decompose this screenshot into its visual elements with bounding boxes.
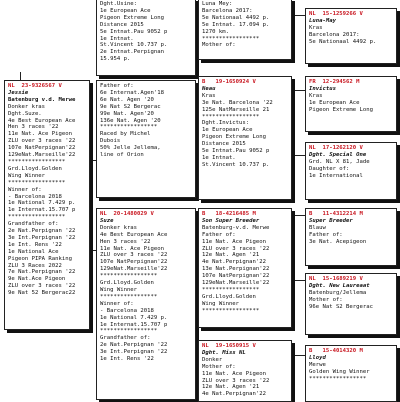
ring-number: B 11-4312214 M bbox=[309, 211, 363, 217]
card-line: Pigeon Extreme Long bbox=[100, 14, 164, 21]
card-line: Father of: bbox=[100, 83, 134, 89]
card-line: 3e Nat. Barcelona '22 bbox=[202, 99, 273, 106]
card-line: 11e Nat. Ace Pigeon bbox=[202, 370, 266, 377]
card-line: Grd. NL X 81, Jade bbox=[309, 158, 370, 165]
card-line: 50% Jelle Jellema, bbox=[100, 145, 161, 152]
card-line: Wing Winner bbox=[8, 172, 46, 179]
card-line: - Barcelona 2018 bbox=[100, 307, 154, 314]
card-line: ***************** bbox=[8, 179, 66, 186]
card-line: 107e NatPerpignan'22 bbox=[100, 259, 168, 266]
card-line: Donker kras bbox=[8, 103, 46, 110]
card-line: 1e Intnat. bbox=[202, 154, 236, 161]
card-line: ***************** bbox=[100, 328, 158, 335]
card-line: ***************** bbox=[202, 113, 260, 120]
card-line: Grd.Lloyd.Golden bbox=[100, 280, 154, 287]
card-line: ***************** bbox=[202, 307, 260, 314]
card-line: St.Vincent 10.737 p. bbox=[202, 161, 270, 168]
card-line: 1e National 7.429 p. bbox=[100, 314, 168, 321]
card-line: Donker bbox=[202, 356, 223, 363]
card-line: Pigeon Extreme Long bbox=[202, 134, 266, 141]
card-line: Father of: bbox=[202, 231, 236, 238]
card-line: 1270 km. bbox=[202, 28, 229, 35]
ring-number: NL 19-1650915 V bbox=[202, 343, 256, 349]
card-line: Dght.Usine: bbox=[100, 1, 138, 7]
card-line: 1e National Ace bbox=[8, 248, 59, 255]
card-line: 1e International bbox=[309, 172, 363, 179]
ring-number: B 19-1650924 V bbox=[202, 79, 256, 85]
card-line: ***************** bbox=[100, 124, 158, 131]
card-line: ZLU over 3 races '22 bbox=[100, 252, 168, 259]
card-line: Batenburg/Jellema bbox=[309, 289, 367, 296]
card-line: Winner of: bbox=[8, 186, 42, 193]
card-line: Distance 2015 bbox=[100, 21, 144, 28]
card-line: Mother of: bbox=[202, 363, 236, 370]
card-line: ***************** bbox=[8, 158, 66, 165]
pedigree-card-special-one bbox=[305, 142, 397, 200]
card-line: ***************** bbox=[202, 35, 260, 42]
pigeon-name: Suze bbox=[100, 217, 114, 224]
card-line: 1e Int. Rens '22 bbox=[100, 356, 154, 363]
card-line: 4e Best European Ace bbox=[100, 231, 168, 238]
card-line: 2e Nat.Perpignan '22 bbox=[100, 342, 168, 349]
card-line: ZLU over 3 races '22 bbox=[8, 138, 76, 145]
card-line: 6e Nat. Agen '20 bbox=[100, 96, 154, 103]
card-line: 3e Int.Perpignan '22 bbox=[8, 234, 76, 241]
card-line: 9e Nat S2 Bergerac bbox=[100, 103, 161, 110]
pedigree-card-jessie bbox=[4, 80, 90, 330]
card-line: Batenburg v.d. Merwe bbox=[8, 96, 76, 103]
pedigree-card-luna-mey-note bbox=[198, 0, 292, 60]
ring-number: NL 20-1480029 V bbox=[100, 211, 154, 217]
card-line: Father of: bbox=[309, 231, 343, 238]
card-line: 1e National 7.429 p. bbox=[8, 200, 76, 207]
card-line: Wing Winner bbox=[100, 286, 138, 293]
card-line: Dubois bbox=[100, 138, 121, 145]
ring-number: NL 15-1689219 V bbox=[309, 276, 363, 282]
card-line: 12e Nat. Agen '21 bbox=[202, 384, 260, 391]
card-line: 7e Nat.Perpignan '22 bbox=[8, 269, 76, 276]
card-line: ZLU over 3 races '22 bbox=[202, 245, 270, 252]
card-line: ***************** bbox=[100, 293, 158, 300]
card-line: ***************** bbox=[8, 214, 66, 221]
card-line: Distance 2015 bbox=[202, 141, 246, 148]
pigeon-name: Neau bbox=[202, 85, 216, 92]
card-line: Hen 3 races '22 bbox=[8, 124, 59, 131]
pedigree-card-top-left bbox=[96, 0, 196, 76]
card-line: 5e Intnat. 17.094 p. bbox=[202, 21, 270, 28]
card-line: Hen 3 races '22 bbox=[100, 238, 151, 245]
pigeon-name: Son Super Breeder bbox=[202, 217, 260, 224]
card-line: 4e Nat.Perpignan'22 bbox=[202, 391, 266, 398]
card-line: Grandfather of: bbox=[8, 221, 59, 228]
card-line: Blauw bbox=[309, 224, 326, 231]
card-line: 1e Internat.15.707 p bbox=[8, 207, 76, 214]
card-line: Kras bbox=[202, 92, 216, 99]
card-line: ZLU 3 Races 2022 bbox=[8, 262, 62, 269]
pedigree-card-lloyd bbox=[305, 345, 397, 402]
card-line: 2e Nat.Perpignan '22 bbox=[8, 228, 76, 235]
card-line: Grd.Lloyd.Golden bbox=[202, 293, 256, 300]
pigeon-name: Dght. New Laureaat bbox=[309, 282, 370, 289]
pedigree-card-son-super-breeder bbox=[198, 208, 292, 328]
card-line: 129eNat.Marseille'22 bbox=[100, 266, 168, 273]
card-line: 15.954 p. bbox=[100, 56, 131, 63]
card-line: - Barcelona 2018 bbox=[8, 193, 62, 200]
card-line: 5e Intnat.Pau 9052 p bbox=[100, 28, 168, 35]
pedigree-card-father-note bbox=[96, 80, 196, 198]
card-line: 1e Int. Rens '22 bbox=[8, 241, 62, 248]
card-line: 9e Nat 52 Bergerac22 bbox=[8, 290, 76, 297]
card-line: 96e Nat S2 Bergerac bbox=[309, 303, 373, 310]
card-line: 129eNat.Marseille'22 bbox=[202, 280, 270, 287]
card-line: 3e Nat. Acepigeon bbox=[309, 238, 367, 245]
pedigree-card-neau bbox=[198, 76, 292, 200]
card-line: 5e Nationaal 4492 p. bbox=[202, 14, 270, 21]
card-line: Grd.Lloyd.Golden bbox=[8, 165, 62, 172]
card-line: 99e Nat. Agen'20 bbox=[100, 110, 154, 117]
ring-number: B 15-4014320 M bbox=[309, 348, 363, 354]
card-line: 4e Best European Ace bbox=[8, 117, 76, 124]
card-line: Daughter of: bbox=[309, 165, 350, 172]
card-line: Dght.Invictus: bbox=[202, 120, 250, 127]
card-line: 1e European Ace bbox=[202, 127, 253, 134]
pedigree-card-invictus bbox=[305, 76, 397, 132]
pigeon-name: Invictus bbox=[309, 85, 336, 92]
card-line: 5e Nationaal 4492 p. bbox=[309, 38, 377, 45]
card-line: line of Orion bbox=[100, 152, 144, 159]
card-line: 6e Internat.Agen'18 bbox=[100, 89, 164, 96]
card-line: 1e European Ace bbox=[100, 7, 151, 14]
pigeon-name: Jessie bbox=[8, 89, 29, 96]
card-line: Raced by Michel bbox=[100, 131, 151, 138]
card-line: Batenburg-v.d. Merwe bbox=[202, 224, 270, 231]
card-line: 1e European Ace bbox=[309, 99, 360, 106]
card-line: Mother of: bbox=[202, 42, 236, 49]
card-line: ***************** bbox=[309, 375, 367, 382]
card-line: Wing Winner bbox=[202, 300, 240, 307]
pigeon-name: Luna-May bbox=[309, 17, 336, 24]
card-line: ZLU over 3 races '22 bbox=[202, 377, 270, 384]
card-line: Golden Wing Winner bbox=[309, 368, 370, 375]
card-line: Luna Mey: bbox=[202, 1, 233, 7]
card-line: Grandfather of: bbox=[100, 335, 151, 342]
card-line: 5e Intnat.Pau 9052 p bbox=[202, 148, 270, 155]
pigeon-name: Dght. Miss NL bbox=[202, 349, 246, 356]
card-line: Kras bbox=[309, 92, 323, 99]
card-line: Donker kras bbox=[100, 224, 138, 231]
card-line: 3e Int.Perpignan '22 bbox=[100, 349, 168, 356]
pedigree-card-miss-nl bbox=[198, 340, 292, 402]
card-line: ZLU over 3 races '22 bbox=[8, 283, 76, 290]
pedigree-card-suze bbox=[96, 208, 196, 400]
pigeon-name: Lloyd bbox=[309, 354, 326, 361]
card-line: 2e Intnat.Perpignan bbox=[100, 49, 164, 56]
card-line: 125e NatMarseille 21 bbox=[202, 106, 270, 113]
pedigree-card-luna-may bbox=[305, 8, 397, 64]
pigeon-name: Dght. Special One bbox=[309, 151, 367, 158]
card-line: 11e Nat. Ace Pigeon bbox=[202, 238, 266, 245]
card-line: 9e Nat.Ace Pigeon bbox=[8, 276, 66, 283]
pedigree-card-super-breeder bbox=[305, 208, 397, 266]
card-line: 4e Nat.Perpignan'22 bbox=[202, 259, 266, 266]
card-line: Barcelona 2017: bbox=[202, 7, 253, 14]
pedigree-card-new-laureaat bbox=[305, 273, 397, 335]
card-line: Mother of: bbox=[309, 296, 343, 303]
pigeon-name: Super Breeder bbox=[309, 217, 353, 224]
ring-number: NL 23-9326567 V bbox=[8, 83, 62, 89]
card-line: 136e Nat. Agen '20 bbox=[100, 117, 161, 124]
ring-number: NL 17-1262120 V bbox=[309, 145, 363, 151]
card-line: Dght.Suze. bbox=[8, 110, 42, 117]
card-line: ***************** bbox=[202, 286, 260, 293]
card-line: St.Vincent 10.737 p. bbox=[100, 42, 168, 49]
card-line: 107e NatPerpignan'22 bbox=[8, 145, 76, 152]
card-line: 107e NatPerpignan'22 bbox=[202, 273, 270, 280]
card-line: Merwe bbox=[309, 361, 326, 368]
card-line: 1e Intnat. bbox=[100, 35, 134, 42]
ring-number: FR 12-294562 M bbox=[309, 79, 360, 85]
card-line: Pigeon PIPA Ranking bbox=[8, 255, 72, 262]
card-line: ***************** bbox=[100, 273, 158, 280]
card-line: Pigeon Extreme Long bbox=[309, 106, 373, 113]
card-line: 11e Nat. Ace Pigeon bbox=[8, 131, 72, 138]
card-line: 13e Nat.Perpignan'22 bbox=[202, 266, 270, 273]
card-line: 11e Nat. Ace Pigeon bbox=[100, 245, 164, 252]
card-line: Kras bbox=[309, 24, 323, 31]
card-line: 12e Nat. Agen '21 bbox=[202, 252, 260, 259]
card-line: Barcelona 2017: bbox=[309, 31, 360, 38]
card-line: 129eNat.Marseille'22 bbox=[8, 152, 76, 159]
ring-number: NL 15-1259266 V bbox=[309, 11, 363, 17]
card-line: 1e Internat.15.707 p bbox=[100, 321, 168, 328]
ring-number: B 18-4216485 M bbox=[202, 211, 256, 217]
card-line: Winner of: bbox=[100, 300, 134, 307]
